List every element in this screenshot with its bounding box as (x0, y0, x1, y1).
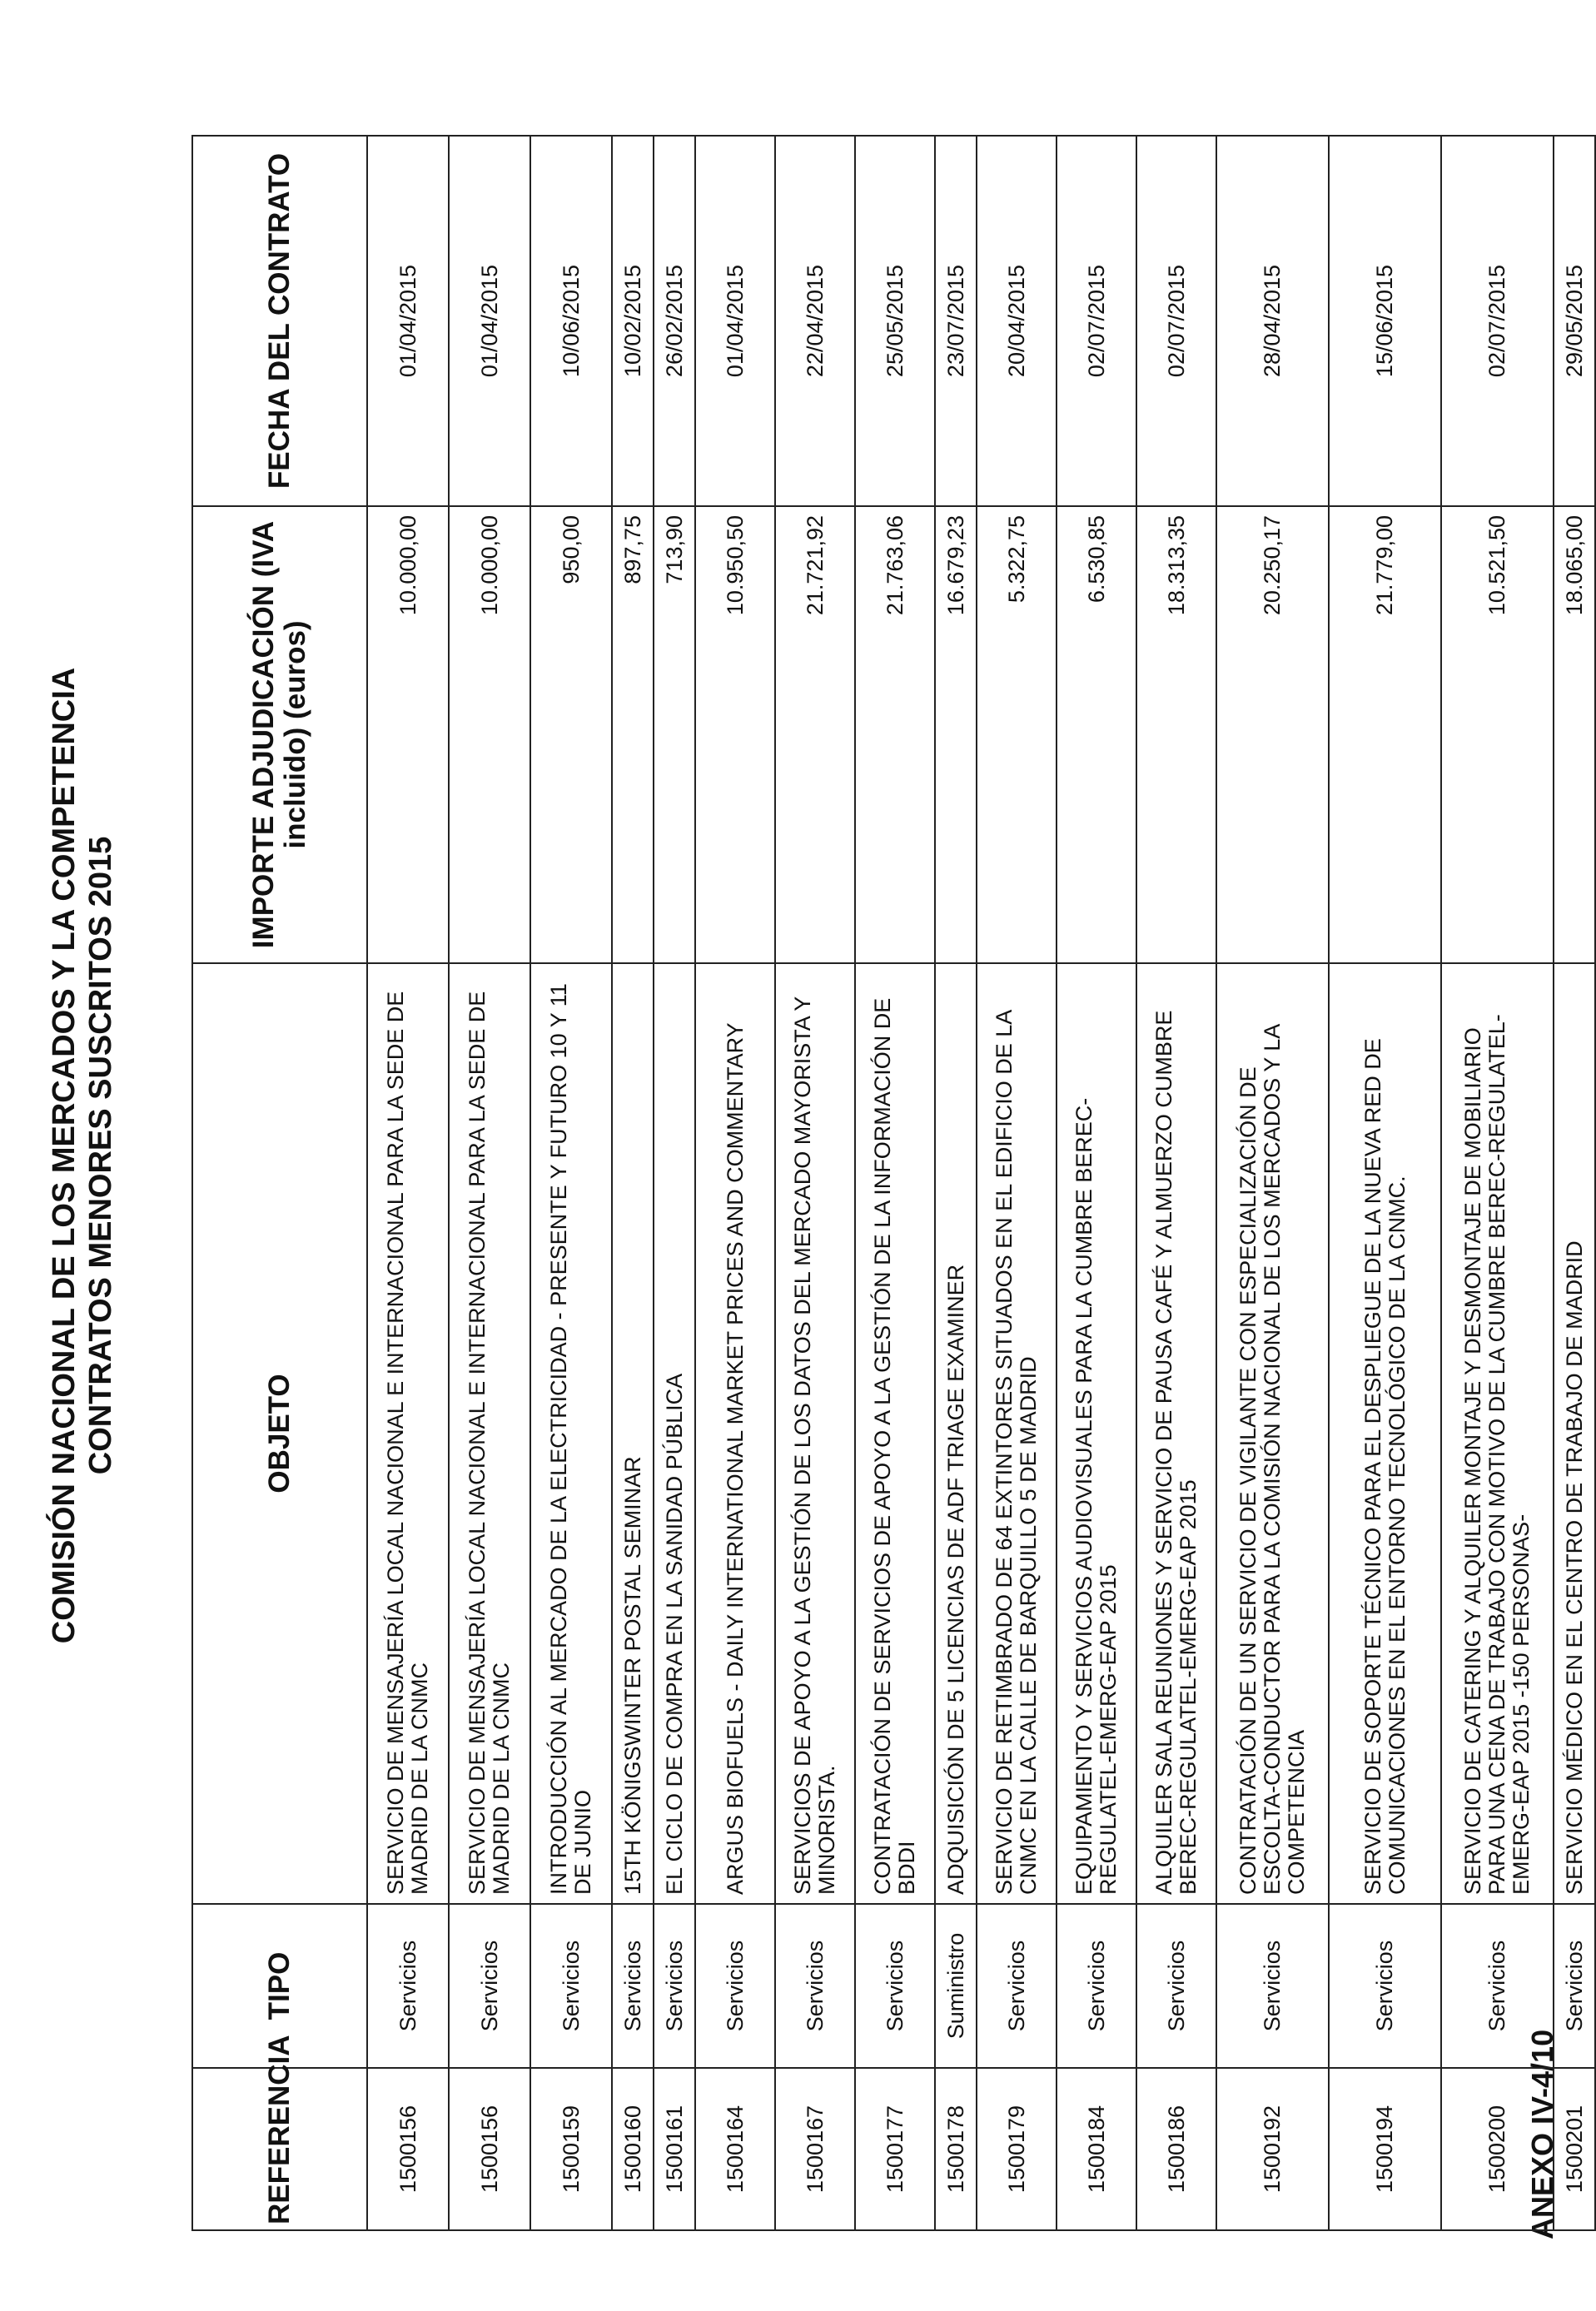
cell-objeto: EQUIPAMIENTO Y SERVICIOS AUDIOVISUALES PARA LA CUMBRE BEREC-REGULATEL-EMERG-EAP 2015 (1057, 963, 1136, 1904)
cell-fecha: 20/04/2015 (977, 136, 1057, 506)
cell-importe: 20.250,17 (1216, 506, 1329, 963)
cell-importe: 21.763,06 (855, 506, 935, 963)
cell-objeto: SERVICIOS DE APOYO A LA GESTIÓN DE LOS DATOS DEL MERCADO MAYORISTA Y MINORISTA. (775, 963, 855, 1904)
cell-importe: 5.322,75 (977, 506, 1057, 963)
cell-tipo: Servicios (654, 1904, 695, 2068)
cell-tipo: Servicios (1057, 1904, 1136, 2068)
cell-importe: 10.000,00 (367, 506, 449, 963)
cell-tipo: Servicios (977, 1904, 1057, 2068)
table-row (977, 136, 1057, 2230)
cell-tipo: Servicios (1216, 1904, 1329, 2068)
cell-fecha: 02/07/2015 (1136, 136, 1216, 506)
annex-label: ANEXO IV-4/10 (1525, 2029, 1559, 2239)
cell-importe: 16.679,23 (935, 506, 977, 963)
cell-importe: 713,90 (654, 506, 695, 963)
cell-referencia: 1500201 (1554, 2068, 1595, 2230)
cell-tipo: Servicios (367, 1904, 449, 2068)
cell-referencia: 1500164 (695, 2068, 775, 2230)
cell-objeto: ARGUS BIOFUELS - DAILY INTERNATIONAL MARKET PRICES AND COMMENTARY (695, 963, 775, 1904)
cell-fecha: 28/04/2015 (1216, 136, 1329, 506)
cell-fecha: 26/02/2015 (654, 136, 695, 506)
table-row (1554, 136, 1595, 2230)
cell-referencia: 1500194 (1329, 2068, 1441, 2230)
col-header-importe: IMPORTE ADJUDICACIÓN (IVA incluido) (euros) (192, 506, 367, 963)
cell-importe: 21.779,00 (1329, 506, 1441, 963)
col-header-referencia: REFERENCIA (192, 2068, 367, 2230)
cell-fecha: 01/04/2015 (695, 136, 775, 506)
table-row (1216, 136, 1329, 2230)
cell-objeto: ADQUISICIÓN DE 5 LICENCIAS DE ADF TRIAGE EXAMINER (935, 963, 977, 1904)
cell-tipo: Servicios (449, 1904, 530, 2068)
cell-importe: 18.313,35 (1136, 506, 1216, 963)
contracts-table (191, 135, 1596, 2231)
cell-referencia: 1500200 (1441, 2068, 1554, 2230)
table-row (1329, 136, 1441, 2230)
col-header-tipo: TIPO (192, 1904, 367, 2068)
table-row (1057, 136, 1136, 2230)
cell-fecha: 02/07/2015 (1441, 136, 1554, 506)
table-row (775, 136, 855, 2230)
cell-objeto: SERVICIO DE RETIMBRADO DE 64 EXTINTORES SITUADOS EN EL EDIFICIO DE LA CNMC EN LA CALLE DE BARQUILLO 5 DE MADRID (977, 963, 1057, 1904)
cell-importe: 10.950,50 (695, 506, 775, 963)
table-row (855, 136, 935, 2230)
cell-tipo: Servicios (775, 1904, 855, 2068)
cell-fecha: 01/04/2015 (449, 136, 530, 506)
cell-tipo: Servicios (1554, 1904, 1595, 2068)
cell-tipo: Servicios (855, 1904, 935, 2068)
cell-objeto: SERVICIO DE CATERING Y ALQUILER MONTAJE Y DESMONTAJE DE MOBILIARIO PARA UNA CENA DE TRABAJO CON MOTIVO DE LA CUMBRE BEREC-REGULATEL-EMERG-EAP 2015 -150 PERSONAS- (1441, 963, 1554, 1904)
table-row (654, 136, 695, 2230)
table-header-row (192, 136, 367, 2230)
cell-referencia: 1500156 (367, 2068, 449, 2230)
cell-importe: 10.000,00 (449, 506, 530, 963)
cell-referencia: 1500178 (935, 2068, 977, 2230)
cell-importe: 21.721,92 (775, 506, 855, 963)
cell-referencia: 1500167 (775, 2068, 855, 2230)
cell-objeto: 15TH KÖNIGSWINTER POSTAL SEMINAR (612, 963, 654, 1904)
cell-importe: 897,75 (612, 506, 654, 963)
cell-fecha: 22/04/2015 (775, 136, 855, 506)
cell-fecha: 29/05/2015 (1554, 136, 1595, 506)
cell-objeto: INTRODUCCIÓN AL MERCADO DE LA ELECTRICIDAD - PRESENTE Y FUTURO 10 Y 11 DE JUNIO (530, 963, 612, 1904)
cell-tipo: Servicios (1136, 1904, 1216, 2068)
cell-fecha: 25/05/2015 (855, 136, 935, 506)
cell-importe: 10.521,50 (1441, 506, 1554, 963)
cell-tipo: Servicios (1329, 1904, 1441, 2068)
table-row (530, 136, 612, 2230)
cell-fecha: 10/02/2015 (612, 136, 654, 506)
table-row (612, 136, 654, 2230)
cell-objeto: SERVICIO MÉDICO EN EL CENTRO DE TRABAJO DE MADRID (1554, 963, 1595, 1904)
cell-tipo: Servicios (695, 1904, 775, 2068)
cell-fecha: 02/07/2015 (1057, 136, 1136, 506)
table-row (449, 136, 530, 2230)
cell-objeto: SERVICIO DE MENSAJERÍA LOCAL NACIONAL E INTERNACIONAL PARA LA SEDE DE MADRID DE LA CNMC (367, 963, 449, 1904)
cell-importe: 18.065,00 (1554, 506, 1595, 963)
cell-referencia: 1500179 (977, 2068, 1057, 2230)
organization-title: COMISIÓN NACIONAL DE LOS MERCADOS Y LA COMPETENCIA (47, 667, 82, 1644)
cell-tipo: Servicios (612, 1904, 654, 2068)
cell-referencia: 1500161 (654, 2068, 695, 2230)
cell-fecha: 10/06/2015 (530, 136, 612, 506)
cell-referencia: 1500156 (449, 2068, 530, 2230)
cell-importe: 6.530,85 (1057, 506, 1136, 963)
table-row (695, 136, 775, 2230)
cell-referencia: 1500184 (1057, 2068, 1136, 2230)
cell-objeto: CONTRATACIÓN DE UN SERVICIO DE VIGILANTE CON ESPECIALIZACIÓN DE ESCOLTA-CONDUCTOR PARA LA COMISIÓN NACIONAL DE LOS MERCADOS Y LA COMPETENCIA (1216, 963, 1329, 1904)
table-row (935, 136, 977, 2230)
cell-objeto: ALQUILER SALA REUNIONES Y SERVICIO DE PAUSA CAFÉ Y ALMUERZO CUMBRE BEREC-REGULATEL-EMERG-EAP 2015 (1136, 963, 1216, 1904)
cell-referencia: 1500177 (855, 2068, 935, 2230)
cell-tipo: Suministro (935, 1904, 977, 2068)
cell-importe: 950,00 (530, 506, 612, 963)
col-header-objeto: OBJETO (192, 963, 367, 1904)
cell-fecha: 01/04/2015 (367, 136, 449, 506)
document-subtitle: CONTRATOS MENORES SUSCRITOS 2015 (83, 836, 118, 1475)
cell-tipo: Servicios (530, 1904, 612, 2068)
cell-objeto: SERVICIO DE SOPORTE TÉCNICO PARA EL DESPLIEGUE DE LA NUEVA RED DE COMUNICACIONES EN EL ENTORNO TECNOLÓGICO DE LA CNMC. (1329, 963, 1441, 1904)
cell-referencia: 1500159 (530, 2068, 612, 2230)
cell-referencia: 1500186 (1136, 2068, 1216, 2230)
cell-tipo: Servicios (1441, 1904, 1554, 2068)
cell-referencia: 1500160 (612, 2068, 654, 2230)
col-header-fecha: FECHA DEL CONTRATO (192, 136, 367, 506)
cell-objeto: SERVICIO DE MENSAJERÍA LOCAL NACIONAL E INTERNACIONAL PARA LA SEDE DE MADRID DE LA CNMC (449, 963, 530, 1904)
cell-objeto: EL CICLO DE COMPRA EN LA SANIDAD PÚBLICA (654, 963, 695, 1904)
cell-fecha: 15/06/2015 (1329, 136, 1441, 506)
table-row (367, 136, 449, 2230)
table-row (1441, 136, 1554, 2230)
table-row (1136, 136, 1216, 2230)
cell-referencia: 1500192 (1216, 2068, 1329, 2230)
cell-fecha: 23/07/2015 (935, 136, 977, 506)
cell-objeto: CONTRATACIÓN DE SERVICIOS DE APOYO A LA GESTIÓN DE LA INFORMACIÓN DE BDDI (855, 963, 935, 1904)
